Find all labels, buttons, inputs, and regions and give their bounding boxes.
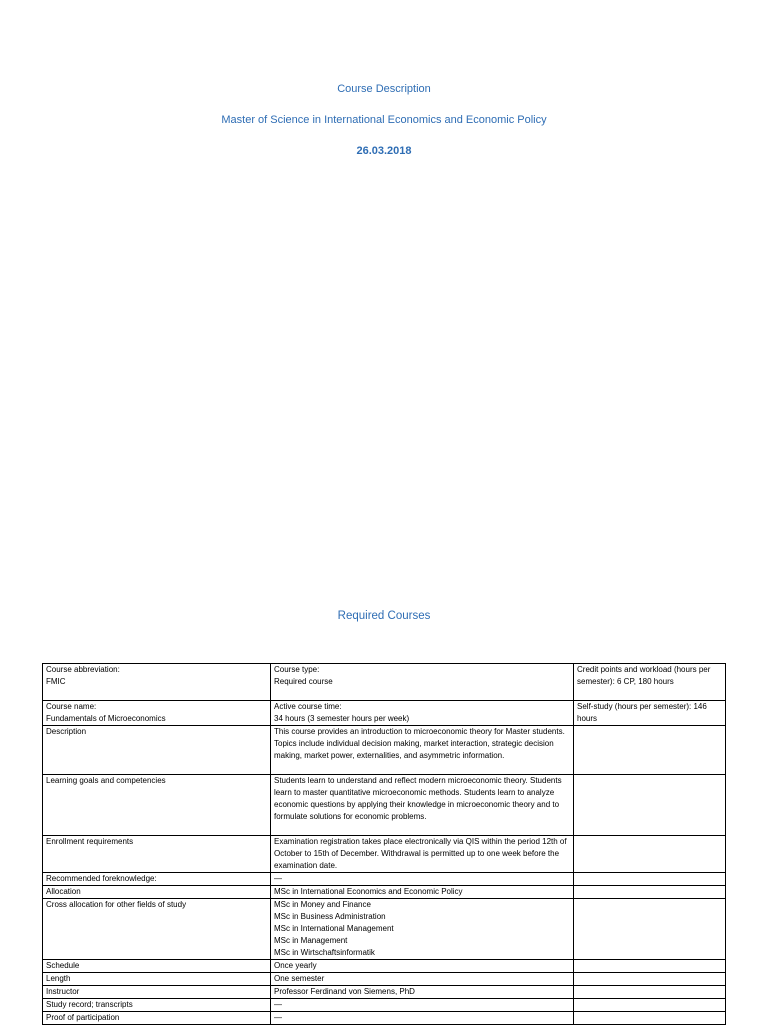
program-title: Master of Science in International Economics and Economic Policy [221,114,547,126]
row-empty-cell [574,726,726,775]
course-table [42,663,726,1025]
list-item: MSc in Money and Finance [274,900,371,909]
row-label: Length [43,973,271,986]
document-date: 26.03.2018 [356,145,412,157]
table-row [43,726,726,775]
row-label: Recommended foreknowledge: [43,873,271,886]
row-label: Schedule [43,960,271,973]
row-empty-cell [574,886,726,899]
row-value-list [271,899,574,960]
table-row [43,899,726,960]
row-value: — [271,1012,574,1025]
table-row [43,701,726,726]
active-course-time-value: 34 hours (3 semester hours per week) [274,714,410,723]
course-abbreviation-label: Course abbreviation: [46,665,120,674]
self-study-cell [574,701,726,726]
table-row [43,973,726,986]
table-row [43,960,726,973]
row-label: Enrollment requirements [43,836,271,873]
list-item: MSc in International Management [274,924,394,933]
row-label: Proof of participation [43,1012,271,1025]
active-course-time-cell [271,701,574,726]
row-empty-cell [574,986,726,999]
row-value: Examination registration takes place electronically via QIS within the period 12th of October to 15th of December. Withdrawal is permitted up to one week before the examination date. [271,836,574,873]
row-value: One semester [271,973,574,986]
list-item: MSc in Business Administration [274,912,386,921]
table-row [43,775,726,836]
active-course-time-label: Active course time: [274,702,342,711]
self-study-text: Self-study (hours per semester): 146 hours [577,702,707,723]
row-value: — [271,873,574,886]
row-value: Professor Ferdinand von Siemens, PhD [271,986,574,999]
row-label: Cross allocation for other fields of study [43,899,271,960]
course-type-value: Required course [274,677,333,686]
row-empty-cell [574,873,726,886]
table-row [43,1012,726,1025]
table-row [43,886,726,899]
list-item: MSc in Management [274,936,348,945]
course-type-label: Course type: [274,665,320,674]
row-label: Allocation [43,886,271,899]
table-row [43,999,726,1012]
row-empty-cell [574,775,726,836]
row-value: MSc in International Economics and Economic Policy [271,886,574,899]
row-empty-cell [574,999,726,1012]
document-title: Course Description [337,83,431,95]
row-value: This course provides an introduction to microeconomic theory for Master students. Topics include individual decision making, market interaction, strategic decision making, market power, externalities, and asymmetric information. [271,726,574,775]
row-empty-cell [574,973,726,986]
row-label: Study record; transcripts [43,999,271,1012]
course-name-label: Course name: [46,702,97,711]
course-type-cell [271,664,574,701]
course-name-value: Fundamentals of Microeconomics [46,714,166,723]
row-empty-cell [574,836,726,873]
row-value: — [271,999,574,1012]
credit-points-cell [574,664,726,701]
row-label: Description [43,726,271,775]
course-name-cell [43,701,271,726]
row-value: Students learn to understand and reflect modern microeconomic theory. Students learn to master quantitative microeconomic methods. Students learn to analyze economic questions by applying their knowledge in microeconomic theory and to formulate solutions for economic problems. [271,775,574,836]
section-title: Required Courses [337,610,431,622]
table-row [43,873,726,886]
row-empty-cell [574,1012,726,1025]
row-value: Once yearly [271,960,574,973]
course-abbreviation-value: FMIC [46,677,66,686]
course-abbreviation-cell [43,664,271,701]
row-label: Learning goals and competencies [43,775,271,836]
row-empty-cell [574,899,726,960]
table-row [43,836,726,873]
credit-points-text: Credit points and workload (hours per semester): 6 CP, 180 hours [577,665,711,686]
table-row [43,664,726,701]
row-empty-cell [574,960,726,973]
table-row [43,986,726,999]
row-label: Instructor [43,986,271,999]
list-item: MSc in Wirtschaftsinformatik [274,948,375,957]
